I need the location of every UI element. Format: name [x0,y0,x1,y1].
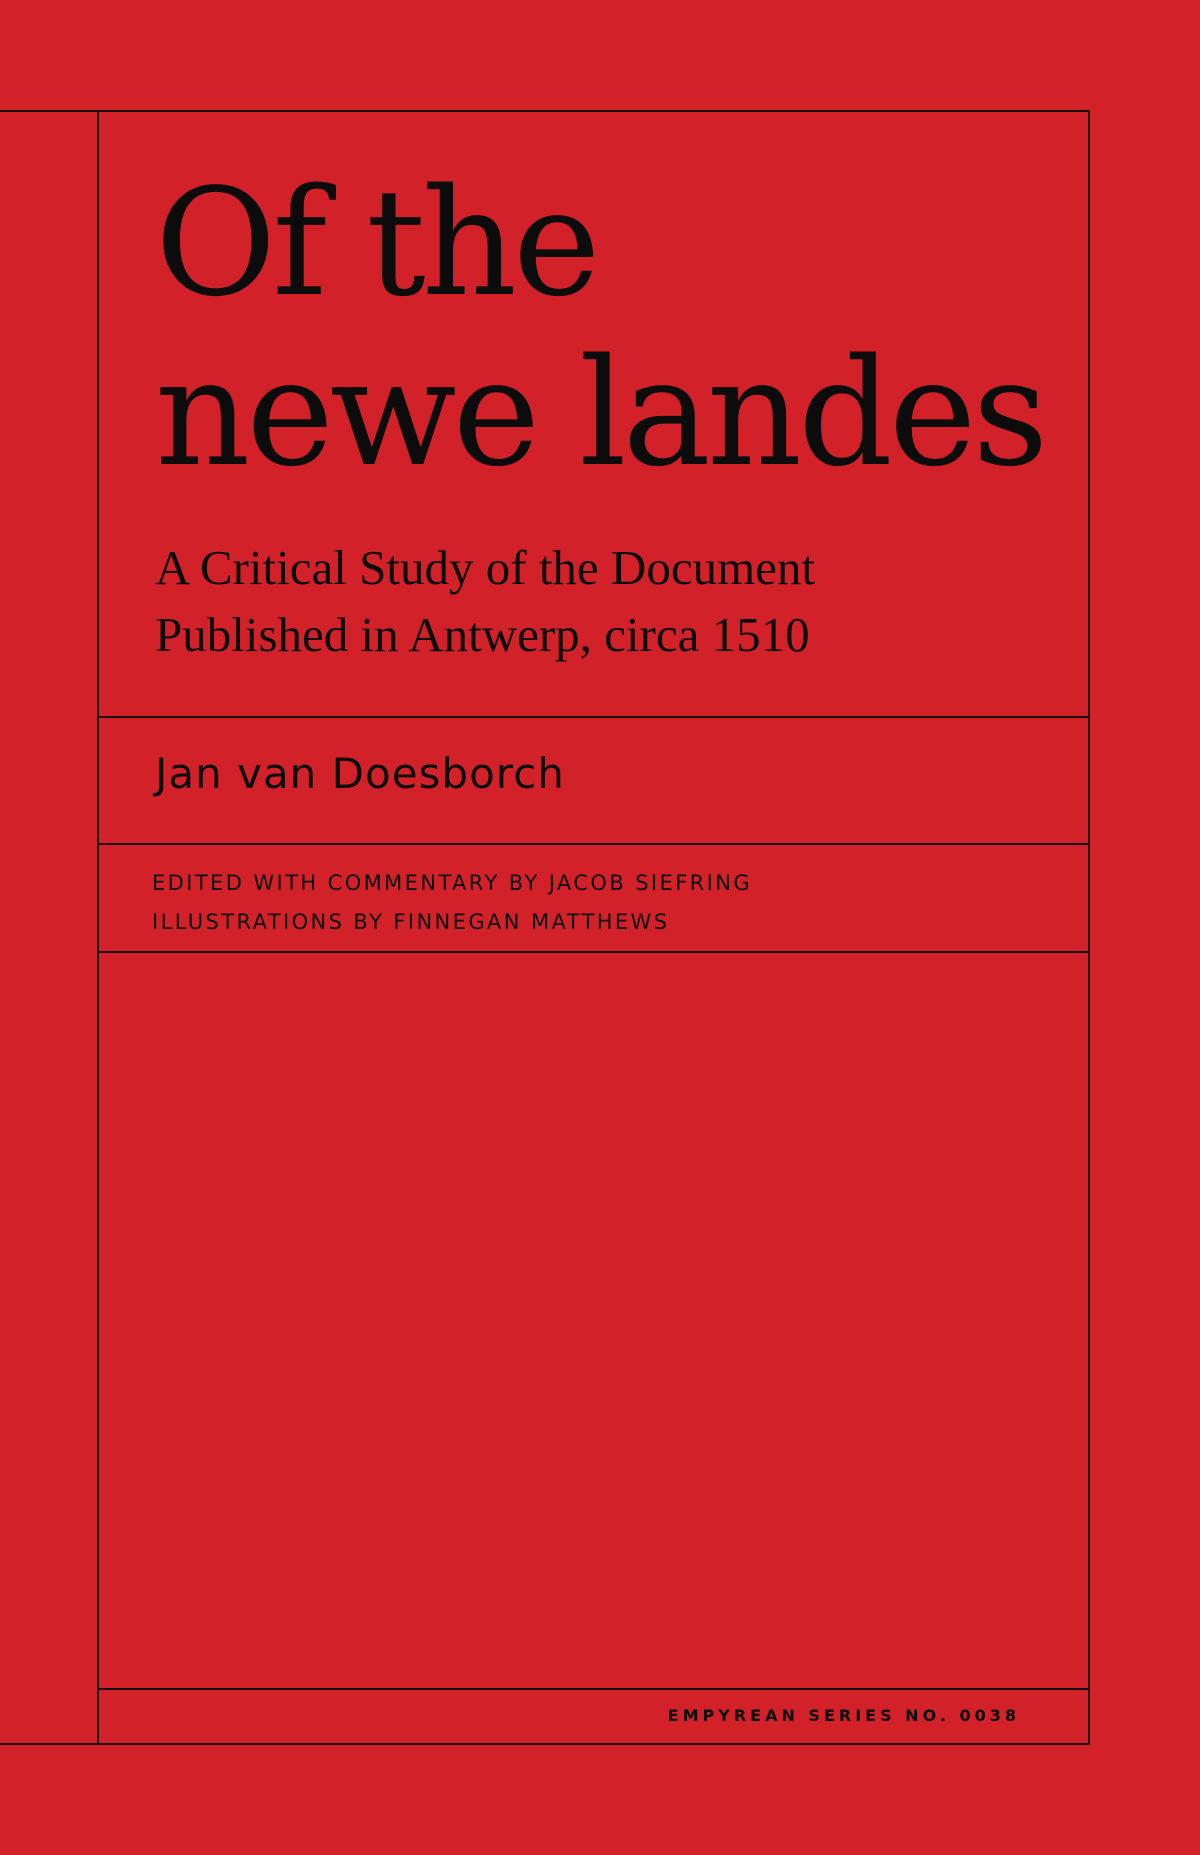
book-title [155,158,1044,498]
divider-footer [97,1688,1090,1690]
series-number: EMPYREAN SERIES NO. 0038 [667,1706,1020,1725]
book-subtitle [155,534,815,668]
title-line-1: Of the [155,157,597,329]
author-name: Jan van Doesborch [155,749,565,798]
title-line-2: newe landes [155,327,1045,499]
editor-credit: EDITED WITH COMMENTARY BY JACOB SIEFRING [152,871,753,895]
credits [152,864,752,942]
divider-credits [97,951,1090,953]
divider-author [97,843,1090,845]
subtitle-line-2: Published in Antwerp, circa 1510 [155,607,810,662]
subtitle-line-1: A Critical Study of the Document [155,540,816,595]
divider-title [97,716,1090,718]
illustrator-credit: ILLUSTRATIONS BY FINNEGAN MATTHEWS [152,910,670,934]
